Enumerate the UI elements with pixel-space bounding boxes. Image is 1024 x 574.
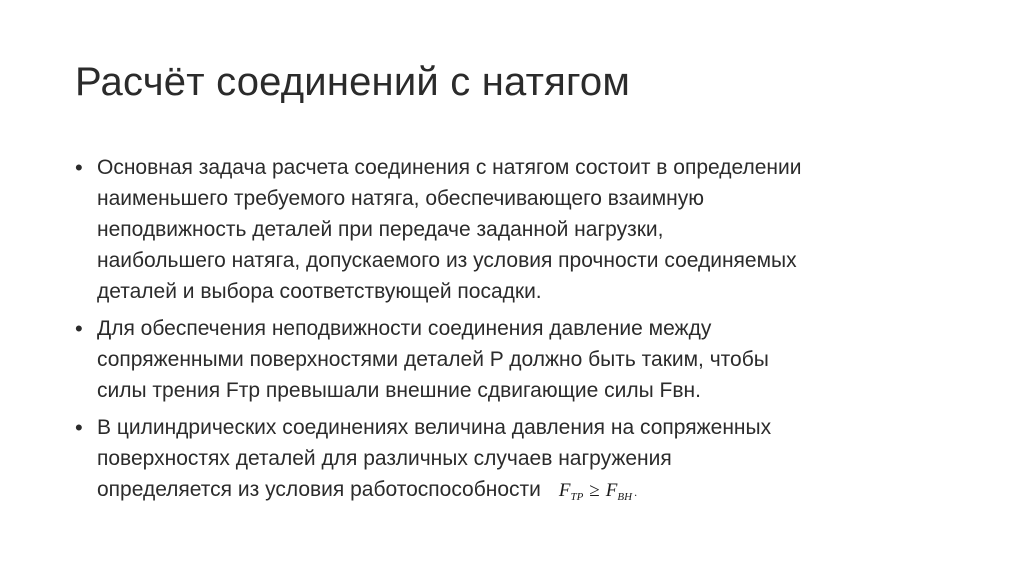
bullet-marker: •: [75, 155, 83, 180]
bullet-text: Основная задача расчета соединения с натягом состоит в определении наименьшего требуемого натяга, обеспечивающего взаимную неподвижность деталей при передаче заданной нагрузки, наибольшего натяга, допускаемого из условия прочности соединяемых деталей и выбора соответствующей посадки.: [97, 156, 802, 303]
bullet-marker: •: [75, 316, 83, 341]
bullet-list: [75, 152, 975, 519]
bullet-text: В цилиндрических соединениях величина давления на сопряженных поверхностях деталей для различных случаев нагружения определяется из условия работоспособности: [97, 416, 772, 501]
bullet-item: [75, 313, 975, 406]
formula-left-subscript: TP: [570, 491, 584, 503]
slide-title: Расчёт соединений с натягом: [75, 60, 631, 104]
bullet-item: [75, 412, 975, 513]
bullet-text-with-formula: [97, 412, 771, 513]
formula-right-symbol: F: [605, 480, 618, 501]
bullet-text: Для обеспечения неподвижности соединения давление между сопряженными поверхностями деталей P должно быть таким, чтобы силы трения Fтр превышали внешние сдвигающие силы Fвн.: [97, 317, 769, 402]
bullet-marker: •: [75, 415, 83, 440]
bullet-item: [75, 152, 975, 307]
formula-operator: ≥: [589, 480, 600, 501]
formula: [559, 475, 637, 513]
formula-right-subscript: BH: [617, 491, 633, 503]
formula-left-symbol: F: [558, 480, 571, 501]
formula-period: .: [634, 485, 638, 499]
